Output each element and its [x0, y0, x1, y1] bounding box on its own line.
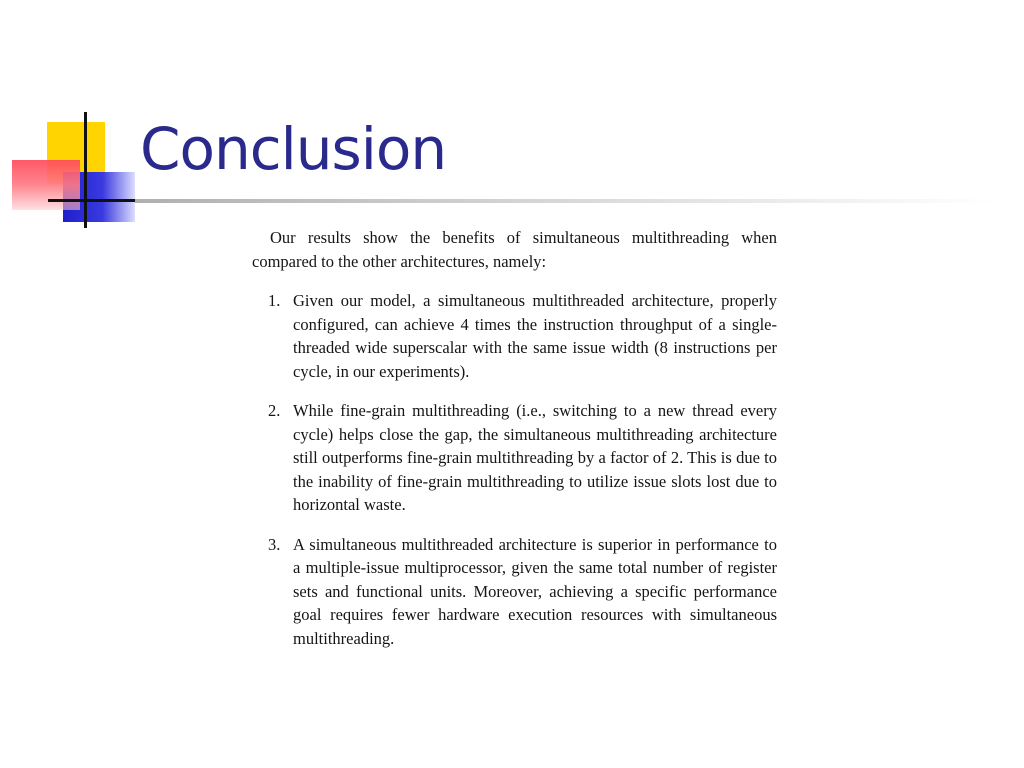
list-item-text: A simultaneous multithreaded architecture is superior in performance to a multiple-issue multiprocessor, given the same total number of register sets and functional units. Moreover, achieving a specific performance goal requires fewer hardware execution resources with simultaneous multithreading.	[293, 534, 777, 648]
list-item-number: 3.	[268, 534, 281, 554]
corner-ornament	[0, 0, 160, 240]
excerpt-intro: Our results show the benefits of simultaneous multithreading when compared to the other architectures, namely:	[252, 228, 777, 271]
scanned-paper-excerpt	[252, 226, 777, 666]
list-item-text: Given our model, a simultaneous multithreaded architecture, properly configured, can achieve 4 times the instruction throughput of a single-threaded wide superscalar with the same issue width (8 instructions per cycle, in our experiments).	[293, 291, 777, 381]
list-item-text: While fine-grain multithreading (i.e., switching to a new thread every cycle) helps close the gap, the simultaneous multithreading architecture still outperforms fine-grain multithreading by a factor of 2. This is due to the inability of fine-grain multithreading to utilize issue slots lost due to horizontal waste.	[293, 401, 777, 514]
red-square-decoration	[12, 160, 80, 210]
title-underline-rule	[135, 199, 995, 203]
horizontal-line-decoration	[48, 199, 140, 202]
list-item-number: 1.	[268, 291, 281, 310]
list-item-number: 2.	[268, 401, 281, 420]
list-item	[252, 533, 777, 651]
vertical-line-decoration	[84, 112, 87, 228]
conclusion-list	[252, 289, 777, 650]
list-item	[252, 399, 777, 517]
list-item	[252, 289, 777, 383]
slide-title: Conclusion	[140, 115, 447, 183]
